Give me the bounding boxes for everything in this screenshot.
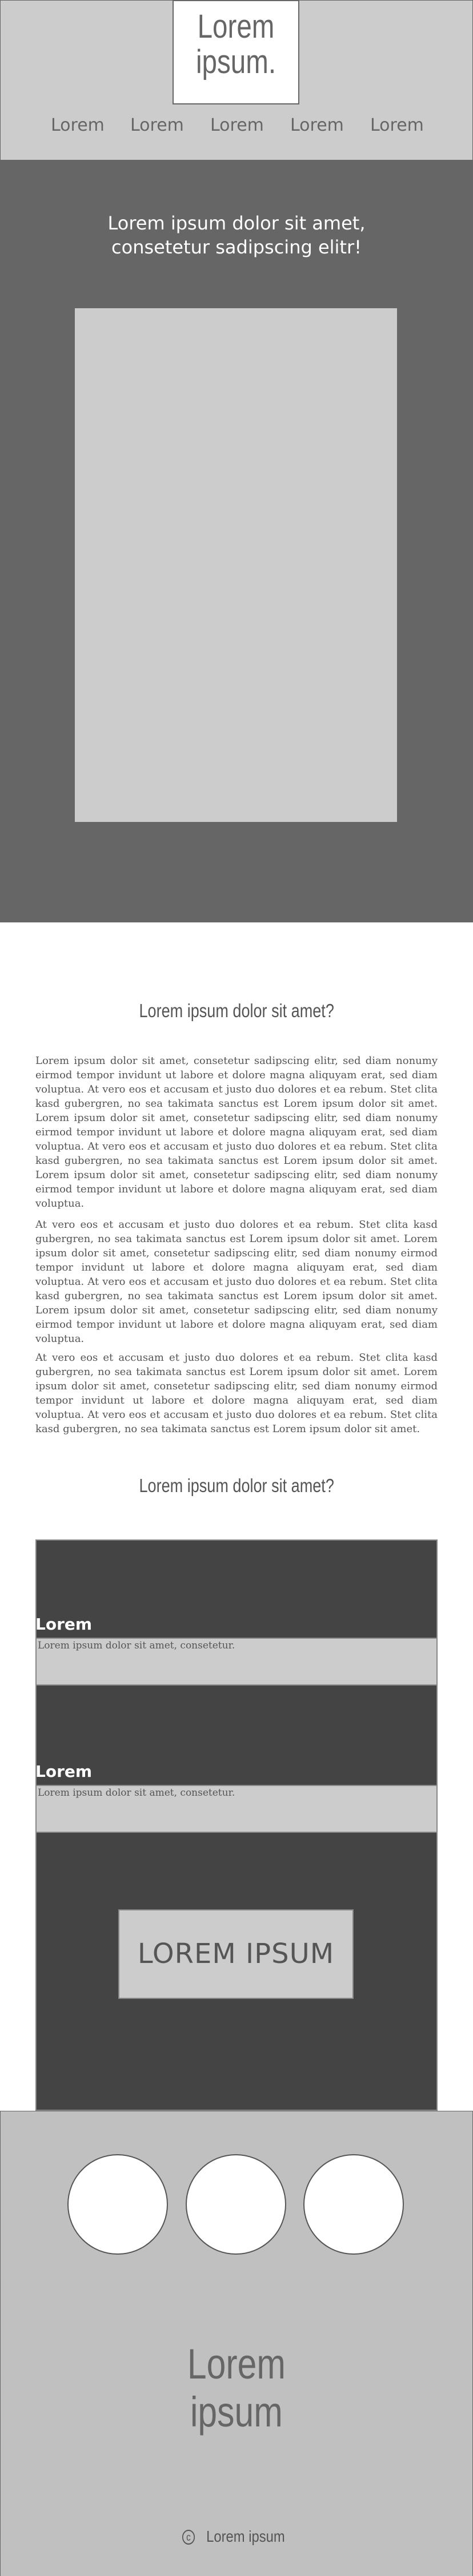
hero-image-placeholder — [75, 308, 397, 822]
footer-logo: Lorem ipsum — [187, 2340, 286, 2436]
card-title-2: Lorem — [35, 1762, 93, 1781]
copyright — [0, 2527, 473, 2546]
nav-item-2[interactable]: Lorem — [130, 115, 184, 135]
social-icon-3[interactable] — [303, 2154, 404, 2255]
section-heading-1: Lorem ipsum dolor sit amet? — [139, 1000, 334, 1021]
logo-text: Lorem ipsum. — [195, 8, 276, 80]
copyright-icon: c — [182, 2530, 195, 2545]
card-body-1: Lorem ipsum dolor sit amet, consetetur. — [35, 1638, 438, 1686]
section-heading-2: Lorem ipsum dolor sit amet? — [139, 1475, 334, 1496]
nav-item-4[interactable]: Lorem — [290, 115, 344, 135]
paragraph-3: At vero eos et accusam et justo duo dolores et ea rebum. Stet clita kasd gubergren, no sea takimata sanctus est Lorem ipsum dolor sit amet. Lorem ipsum dolor sit amet, consetetur sadipscing elitr, sed diam nonumy eirmod tempor invidunt ut labore et dolore magna aliquyam erat, sed diam voluptua. At vero eos et accusam et justo duo dolores et ea rebum. Stet clita kasd gubergren, no sea takimata sanctus est Lorem ipsum dolor sit amet. — [35, 1352, 438, 1435]
cta-button[interactable]: LOREM IPSUM — [118, 1909, 354, 1999]
copyright-text: Lorem ipsum — [206, 2527, 285, 2545]
paragraph-1: Lorem ipsum dolor sit amet, consetetur sadipscing elitr, sed diam nonumy eirmod tempor invidunt ut labore et dolore magna aliquyam erat, sed diam voluptua. At vero eos et accusam et justo duo dolores et ea rebum. Stet clita kasd gubergren, no sea takimata sanctus est Lorem ipsum dolor sit amet. Lorem ipsum dolor sit amet, consetetur sadipscing elitr, sed diam nonumy eirmod tempor invidunt ut labore et dolore magna aliquyam erat, sed diam voluptua. At vero eos et accusam et justo duo dolores et ea rebum. Stet clita kasd gubergren, no sea takimata sanctus est Lorem ipsum dolor sit amet. Lorem ipsum dolor sit amet, consetetur sadipscing elitr, sed diam nonumy eirmod tempor invidunt ut labore et dolore magna aliquyam erat, sed diam voluptua. — [35, 1055, 438, 1210]
social-icon-1[interactable] — [67, 2154, 168, 2255]
nav-item-3[interactable]: Lorem — [210, 115, 264, 135]
hero-headline: Lorem ipsum dolor sit amet, consetetur sadipscing elitr! — [107, 212, 366, 258]
card-body-2: Lorem ipsum dolor sit amet, consetetur. — [35, 1785, 438, 1833]
nav-item-1[interactable]: Lorem — [51, 115, 105, 135]
social-icon-2[interactable] — [186, 2154, 286, 2255]
logo[interactable] — [173, 0, 299, 104]
nav-item-5[interactable]: Lorem — [370, 115, 424, 135]
paragraph-2: At vero eos et accusam et justo duo dolores et ea rebum. Stet clita kasd gubergren, no sea takimata sanctus est Lorem ipsum dolor sit amet. Lorem ipsum dolor sit amet, consetetur sadipscing elitr, sed diam nonumy eirmod tempor invidunt ut labore et dolore magna aliquyam erat, sed diam voluptua. At vero eos et accusam et justo duo dolores et ea rebum. Stet clita kasd gubergren, no sea takimata sanctus est Lorem ipsum dolor sit amet. Lorem ipsum dolor sit amet, consetetur sadipscing elitr, sed diam nonumy eirmod tempor invidunt ut labore et dolore magna aliquyam erat, sed diam voluptua. — [35, 1219, 438, 1345]
card-title-1: Lorem — [35, 1615, 93, 1634]
